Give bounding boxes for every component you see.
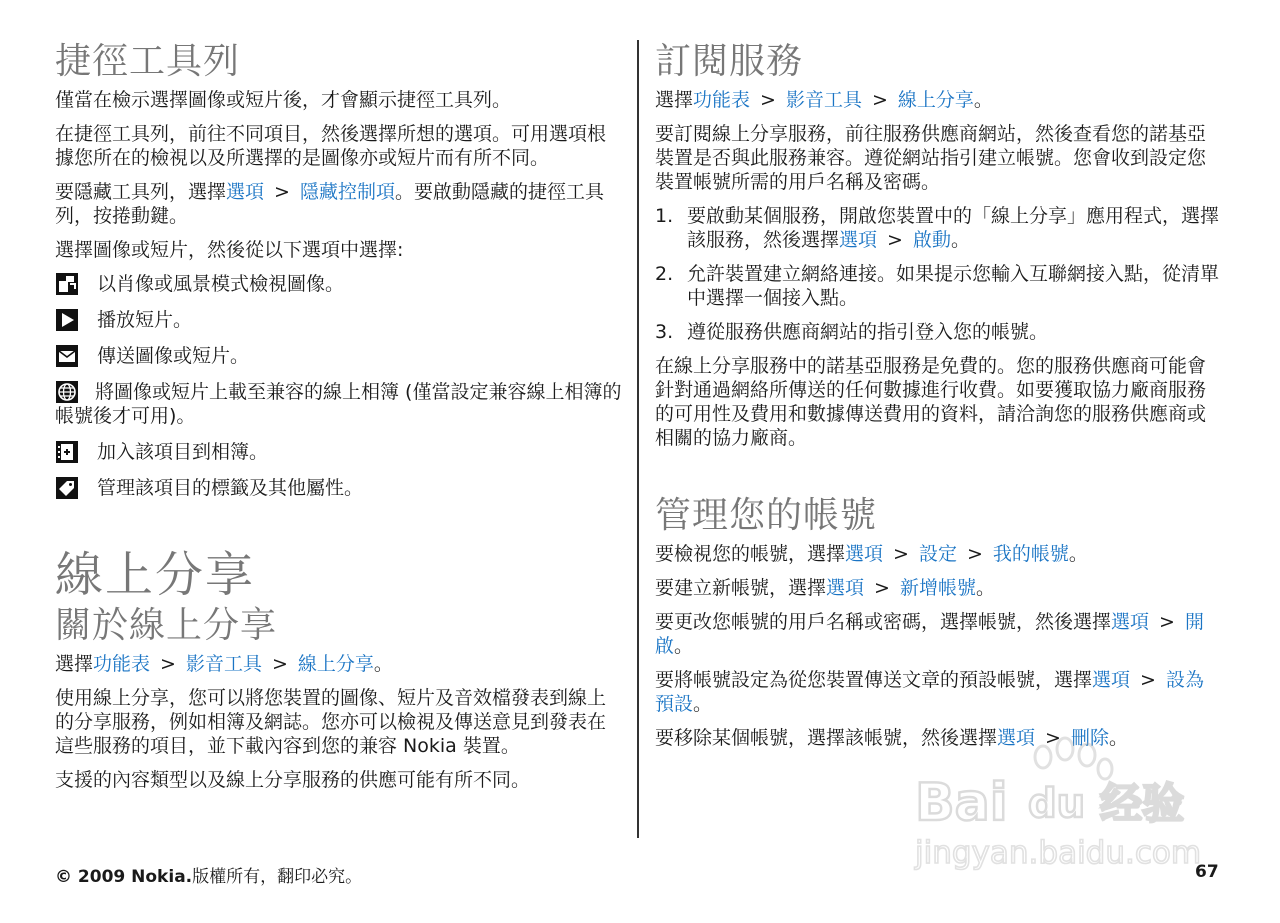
- link-options[interactable]: 選項: [1111, 611, 1150, 633]
- link-settings[interactable]: 設定: [918, 543, 957, 565]
- watermark-brand-c: 经验: [1100, 779, 1185, 828]
- baidu-jingyan-watermark: [910, 735, 1210, 875]
- link-options[interactable]: 選項: [845, 543, 884, 565]
- paragraph: 選擇圖像或短片，然後從以下選項中選擇:: [55, 239, 404, 261]
- watermark-url: jingyan.baidu.com: [915, 835, 1202, 871]
- section-title-manage: 管理您的帳號: [655, 495, 878, 536]
- copyright: © 2009 Nokia.版權所有，翻印必究。: [55, 867, 363, 887]
- paragraph: 在捷徑工具列，前往不同項目，然後選擇所想的選項。可用選項根據您所在的檢視以及所選擇的是圖像亦或短片而有所不同。: [55, 123, 607, 169]
- link-media-tools[interactable]: 影音工具: [785, 89, 862, 111]
- link-my-account[interactable]: 我的帳號: [992, 543, 1069, 565]
- paragraph-remove-account: 要移除某個帳號，選擇該帳號，然後選擇選項 > 刪除。: [655, 727, 1128, 749]
- tag-icon: [55, 476, 79, 500]
- list-item: 1. 要啟動某個服務，開啟您裝置中的「線上分享」應用程式，選擇該服務，然後選擇選項 > 啟動。: [655, 205, 1220, 251]
- paragraph-hide-toolbar: 要隱藏工具列，選擇選項 > 隱藏控制項。要啟動隱藏的捷徑工具列，按捲動鍵。: [55, 181, 604, 227]
- link-activate[interactable]: 啟動: [912, 229, 951, 251]
- page-number: 67: [1195, 862, 1219, 882]
- section-title-toolbar: 捷徑工具列: [55, 41, 241, 82]
- album-add-icon: [55, 440, 79, 464]
- link-menu[interactable]: 功能表: [693, 89, 751, 111]
- paragraph: 要訂閱線上分享服務，前往服務供應商網站，然後查看您的諾基亞裝置是否與此服務兼容。遵從網站指引建立帳號。您會收到設定您裝置帳號所需的用戶名稱及密碼。: [655, 123, 1207, 193]
- link-options[interactable]: 選項: [226, 181, 265, 203]
- paragraph: 使用線上分享，您可以將您裝置的圖像、短片及音效檔發表到線上的分享服務，例如相簿及網誌。您亦可以檢視及傳送意見到發表在這些服務的項目，並下載內容到您的兼容 Nokia 裝置。: [55, 687, 607, 757]
- watermark-brand-a: Bai: [915, 773, 1008, 833]
- list-item: 播放短片。: [55, 308, 623, 332]
- link-set-default[interactable]: 設為預設: [655, 669, 1204, 715]
- paragraph-view-account: 要檢視您的帳號，選擇選項 > 設定 > 我的帳號。: [655, 543, 1088, 565]
- list-item: 3. 遵從服務供應商網站的指引登入您的帳號。: [655, 321, 1049, 343]
- link-options[interactable]: 選項: [826, 577, 865, 599]
- rotate-icon: [55, 272, 79, 296]
- steps-list: [655, 204, 1220, 344]
- right-column: [655, 40, 1220, 760]
- paragraph-new-account: 要建立新帳號，選擇選項 > 新增帳號。: [655, 577, 995, 599]
- paragraph: 僅當在檢示選擇圖像或短片後，才會顯示捷徑工具列。: [55, 89, 512, 111]
- link-delete[interactable]: 刪除: [1070, 727, 1109, 749]
- play-icon: [55, 308, 79, 332]
- link-online-share[interactable]: 線上分享: [297, 653, 374, 675]
- link-online-share[interactable]: 線上分享: [897, 89, 974, 111]
- paragraph-edit-account: 要更改您帳號的用戶名稱或密碼，選擇帳號，然後選擇選項 > 開啟。: [655, 611, 1204, 657]
- globe-upload-icon: [55, 380, 79, 404]
- left-column: [55, 40, 623, 802]
- menu-path: 選擇功能表 > 影音工具 > 線上分享。: [55, 653, 393, 675]
- menu-path: 選擇功能表 > 影音工具 > 線上分享。: [655, 89, 993, 111]
- watermark-brand-b: du: [1028, 781, 1086, 827]
- link-options[interactable]: 選項: [839, 229, 878, 251]
- link-menu[interactable]: 功能表: [93, 653, 151, 675]
- chapter-title-online-share: 線上分享: [55, 547, 256, 603]
- column-divider: [637, 40, 639, 838]
- list-item: 以肖像或風景模式檢視圖像。: [55, 272, 623, 296]
- envelope-icon: [55, 344, 79, 368]
- paragraph: 支援的內容類型以及線上分享服務的供應可能有所不同。: [55, 769, 531, 791]
- link-media-tools[interactable]: 影音工具: [185, 653, 262, 675]
- paragraph: 在線上分享服務中的諾基亞服務是免費的。您的服務供應商可能會針對通過網絡所傳送的任何數據進行收費。如要獲取協力廠商服務的可用性及費用和數據傳送費用的資料，請洽詢您的服務供應商或相關的協力廠商。: [655, 355, 1207, 449]
- list-item: 管理該項目的標籤及其他屬性。: [55, 476, 623, 500]
- section-title-about: 關於線上分享: [55, 605, 278, 646]
- list-item: 將圖像或短片上載至兼容的線上相簿 (僅當設定兼容線上相簿的帳號後才可用)。: [55, 381, 622, 427]
- link-hide-controls[interactable]: 隱藏控制項: [299, 181, 395, 203]
- link-new-account[interactable]: 新增帳號: [899, 577, 976, 599]
- link-options[interactable]: 選項: [997, 727, 1036, 749]
- link-options[interactable]: 選項: [1092, 669, 1131, 691]
- list-item: 2. 允許裝置建立網絡連接。如果提示您輸入互聯網接入點，從清單中選擇一個接入點。: [655, 263, 1220, 309]
- list-item: 加入該項目到相簿。: [55, 440, 623, 464]
- section-title-subscribe: 訂閱服務: [655, 41, 804, 82]
- list-item: 傳送圖像或短片。: [55, 344, 623, 368]
- paragraph-default-account: 要將帳號設定為從您裝置傳送文章的預設帳號，選擇選項 > 設為預設。: [655, 669, 1204, 715]
- link-open[interactable]: 開啟: [655, 611, 1204, 657]
